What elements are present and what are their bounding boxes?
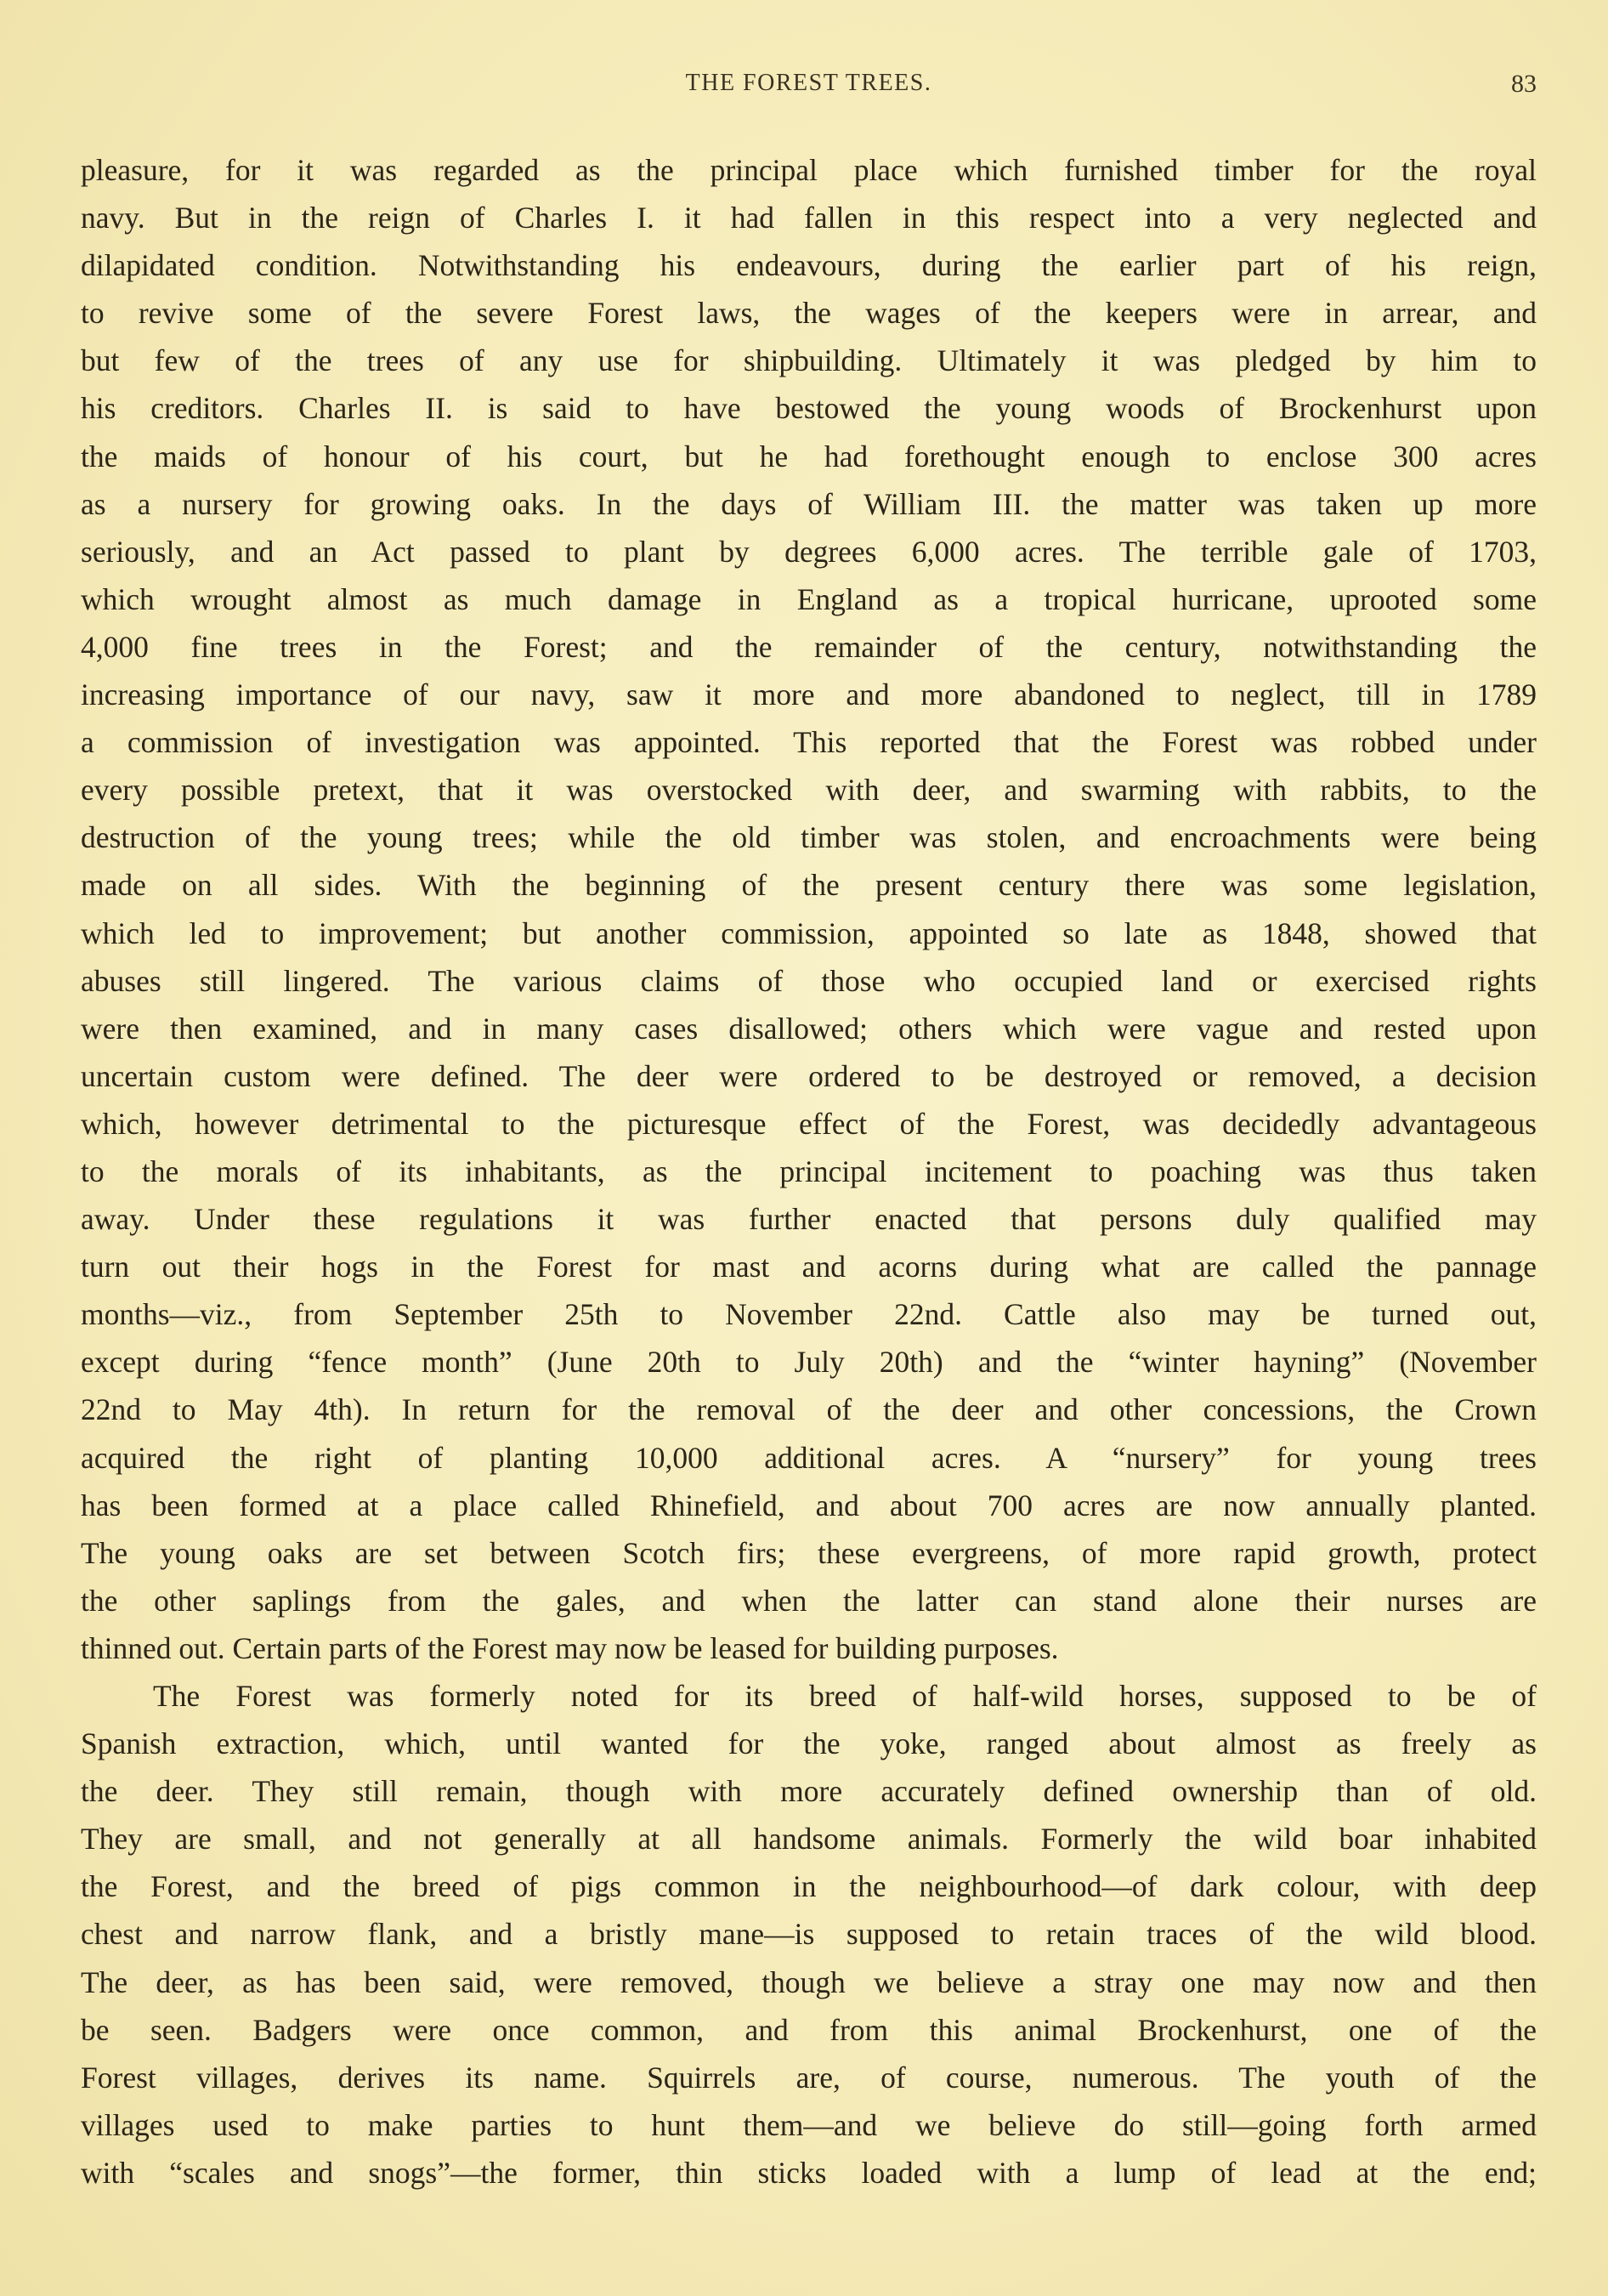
text-line: to the morals of its inhabitants, as the principal incitement to poaching was thus taken [81,1154,1537,1188]
text-line: which wrought almost as much damage in England as a tropical hurricane, uprooted some [81,581,1537,616]
text-line: with “scales and snogs”—the former, thin sticks loaded with a lump of lead at the end; [81,2155,1537,2190]
text-line: abuses still lingered. The various claims of those who occupied land or exercised rights [81,963,1537,998]
text-line: but few of the trees of any use for shipbuilding. Ultimately it was pledged by him to [81,343,1537,378]
text-line: They are small, and not generally at all handsome animals. Formerly the wild boar inhabited [81,1822,1537,1857]
text-line: his creditors. Charles II. is said to have bestowed the young woods of Brockenhurst upon [81,391,1537,426]
text-line: the deer. They still remain, though with more accurately defined ownership than of old. [81,1774,1537,1809]
text-line: the Forest, and the breed of pigs common in the neighbourhood—of dark colour, with deep [81,1869,1537,1904]
text-line: which, however detrimental to the picturesque effect of the Forest, was decidedly advantageous [81,1106,1537,1141]
text-line: thinned out. Certain parts of the Forest may now be leased for building purposes. [81,1630,1059,1665]
running-title: THE FOREST TREES. [685,70,932,96]
text-line: away. Under these regulations it was further enacted that persons duly qualified may [81,1202,1537,1237]
text-line: The deer, as has been said, were removed, though we believe a stray one may now and then [81,1964,1537,1999]
text-line: be seen. Badgers were once common, and from this animal Brockenhurst, one of the [81,2012,1537,2047]
text-line: the other saplings from the gales, and when the latter can stand alone their nurses are [81,1583,1537,1618]
text-line: villages used to make parties to hunt them—and we believe do still—going forth armed [81,2107,1537,2142]
text-line: seriously, and an Act passed to plant by degrees 6,000 acres. The terrible gale of 1703, [81,534,1537,569]
text-line: uncertain custom were defined. The deer were ordered to be destroyed or removed, a decision [81,1058,1537,1093]
page-number: 83 [1511,70,1537,98]
text-line: destruction of the young trees; while the old timber was stolen, and encroachments were being [81,820,1537,855]
text-line: to revive some of the severe Forest laws, the wages of the keepers were in arrear, and [81,296,1537,331]
text-line: made on all sides. With the beginning of the present century there was some legislation, [81,868,1537,903]
text-line: navy. But in the reign of Charles I. it had fallen in this respect into a very neglected and [81,201,1537,235]
text-line: Forest villages, derives its name. Squirrels are, of course, numerous. The youth of the [81,2060,1537,2095]
body-text [81,146,1537,2197]
text-line: the maids of honour of his court, but he had forethought enough to enclose 300 acres [81,439,1537,473]
text-line: dilapidated condition. Notwithstanding his endeavours, during the earlier part of his reign, [81,248,1537,283]
text-line: 4,000 fine trees in the Forest; and the remainder of the century, notwithstanding the [81,629,1537,664]
running-head [81,70,1537,104]
text-line: has been formed at a place called Rhinefield, and about 700 acres are now annually planted. [81,1488,1537,1522]
text-line: every possible pretext, that it was overstocked with deer, and swarming with rabbits, to the [81,773,1537,808]
text-line: a commission of investigation was appointed. This reported that the Forest was robbed under [81,725,1537,760]
text-line: except during “fence month” (June 20th to July 20th) and the “winter hayning” (November [81,1345,1537,1380]
text-line: acquired the right of planting 10,000 additional acres. A “nursery” for young trees [81,1440,1537,1475]
text-line: Spanish extraction, which, until wanted for the yoke, ranged about almost as freely as [81,1726,1537,1761]
text-line: which led to improvement; but another commission, appointed so late as 1848, showed that [81,916,1537,950]
text-line: 22nd to May 4th). In return for the removal of the deer and other concessions, the Crown [81,1392,1537,1427]
text-line: chest and narrow flank, and a bristly mane—is supposed to retain traces of the wild blood. [81,1917,1537,1952]
text-line: were then examined, and in many cases disallowed; others which were vague and rested upon [81,1011,1537,1046]
text-line: pleasure, for it was regarded as the principal place which furnished timber for the royal [81,153,1537,187]
text-line: as a nursery for growing oaks. In the days of William III. the matter was taken up more [81,486,1537,521]
text-line: The young oaks are set between Scotch firs; these evergreens, of more rapid growth, protect [81,1535,1537,1570]
text-line: turn out their hogs in the Forest for mast and acorns during what are called the pannage [81,1250,1537,1284]
text-line: months—viz., from September 25th to November 22nd. Cattle also may be turned out, [81,1297,1537,1332]
text-line: The Forest was formerly noted for its breed of half-wild horses, supposed to be of [153,1679,1537,1713]
text-line: increasing importance of our navy, saw it more and more abandoned to neglect, till in 1789 [81,677,1537,712]
